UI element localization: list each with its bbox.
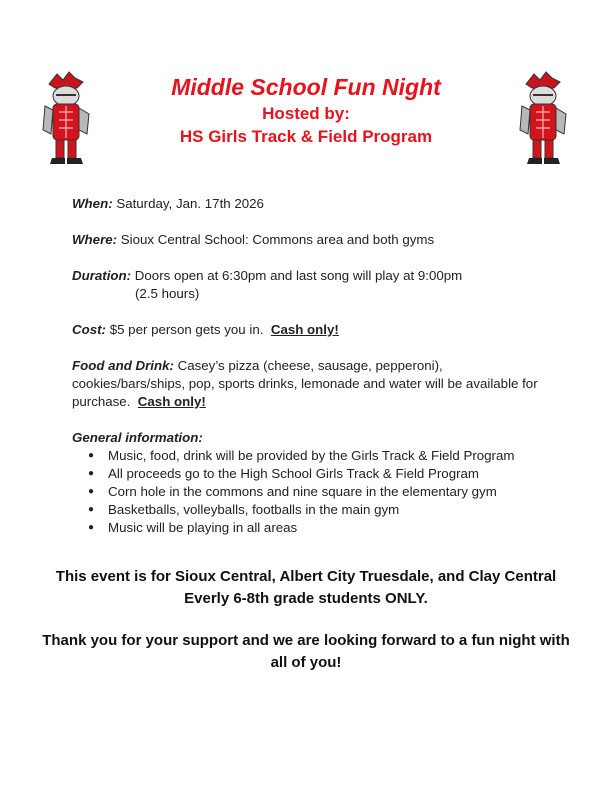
cost-line [72,321,542,339]
cost-value: $5 per person gets you in. [109,322,264,337]
general-info-label: General information: [72,430,203,445]
where-label: Where: [72,232,118,247]
host-program: HS Girls Track & Field Program [179,127,433,146]
when-value: Saturday, Jan. 17th 2026 [116,196,264,211]
list-item: ● Music, food, drink will be provided by the Girls Track & Field Program [72,447,542,465]
food-line [72,357,542,411]
hosted-by-label: Hosted by: [262,104,350,123]
list-item: ● All proceeds go to the High School Girls Track & Field Program [72,465,542,483]
duration-line [72,267,542,285]
where-value: Sioux Central School: Commons area and both gyms [120,232,435,247]
event-details [72,195,542,537]
list-item: ● Corn hole in the commons and nine square in the elementary gym [72,483,542,501]
cost-cash-only: Cash only! [270,322,339,337]
list-item: ● Basketballs, volleyballs, footballs in the main gym [72,501,542,519]
when-label: When: [72,196,113,211]
eligibility-notice: This event is for Sioux Central, Albert City Truesdale, and Clay Central Everly 6-8th grade students ONLY. [55,568,557,607]
cost-label: Cost: [72,322,106,337]
food-label: Food and Drink: [72,358,174,373]
general-info-list [72,447,542,537]
duration-value: Doors open at 6:30pm and last song will play at 9:00pm [134,268,463,283]
when-line [72,195,542,213]
flyer-header [0,72,612,148]
list-item: ● Music will be playing in all areas [72,519,542,537]
page-title: Middle School Fun Night [171,74,441,100]
thank-you-message: Thank you for your support and we are looking forward to a fun night with all of you! [42,632,570,671]
duration-note: (2.5 hours) [135,286,200,301]
food-cash-only: Cash only! [137,394,206,409]
where-line [72,231,542,249]
duration-label: Duration: [72,268,132,283]
food-value: Casey’s pizza (cheese, sausage, pepperoni), cookies/bars/ships, pop, sports drinks, lemonade and water will be available for purchase. [72,358,538,409]
